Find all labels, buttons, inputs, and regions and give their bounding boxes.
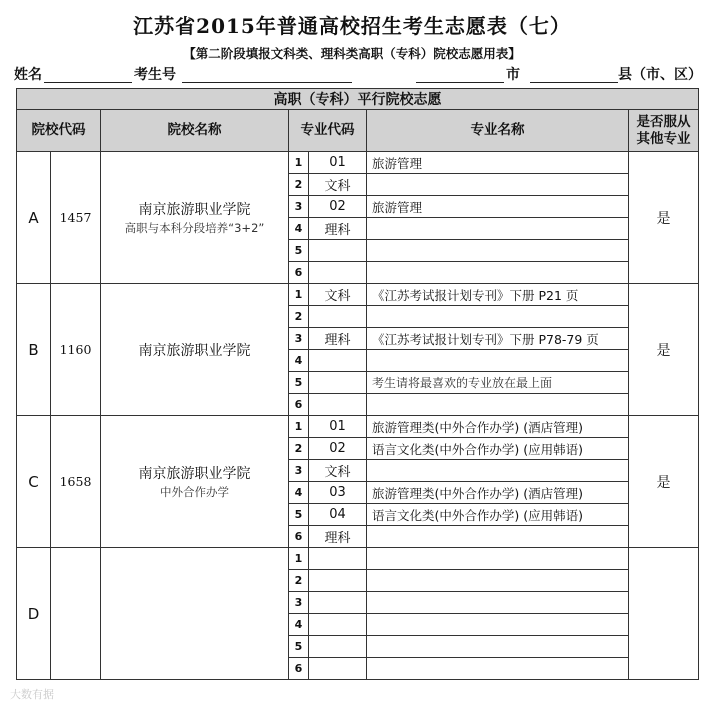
major-name-cell[interactable]: 旅游管理	[367, 196, 629, 218]
row-number: 2	[289, 174, 309, 196]
major-code-cell[interactable]	[309, 372, 367, 394]
row-number: 1	[289, 152, 309, 174]
major-name-cell[interactable]	[367, 174, 629, 196]
obey-cell[interactable]: 是	[629, 416, 699, 548]
row-number: 3	[289, 328, 309, 350]
header-obey-line1: 是否服从	[636, 113, 691, 130]
school-code-cell[interactable]: 1658	[51, 416, 101, 548]
major-code-cell[interactable]	[309, 548, 367, 570]
row-number: 4	[289, 614, 309, 636]
major-name-cell[interactable]: 考生请将最喜欢的专业放在最上面	[367, 372, 629, 394]
major-code-cell[interactable]	[309, 636, 367, 658]
row-number: 4	[289, 482, 309, 504]
header-obey	[629, 110, 699, 152]
school-code-cell[interactable]: 1457	[51, 152, 101, 284]
row-number: 5	[289, 240, 309, 262]
school-code-cell[interactable]	[51, 548, 101, 680]
major-name-cell[interactable]	[367, 548, 629, 570]
row-number: 2	[289, 306, 309, 328]
row-number: 5	[289, 504, 309, 526]
group-letter: A	[17, 152, 51, 284]
major-name-cell[interactable]	[367, 526, 629, 548]
major-code-cell[interactable]: 文科	[309, 460, 367, 482]
exam-number-field[interactable]	[182, 82, 352, 83]
row-number: 3	[289, 196, 309, 218]
major-name-cell[interactable]	[367, 350, 629, 372]
volunteer-rows	[17, 152, 699, 680]
major-code-cell[interactable]	[309, 350, 367, 372]
major-name-cell[interactable]	[367, 240, 629, 262]
major-code-cell[interactable]: 03	[309, 482, 367, 504]
row-number: 1	[289, 548, 309, 570]
major-name-cell[interactable]	[367, 570, 629, 592]
major-name-cell[interactable]: 旅游管理类(中外合作办学) (酒店管理)	[367, 482, 629, 504]
major-code-cell[interactable]: 理科	[309, 328, 367, 350]
header-obey-line2: 其他专业	[636, 130, 691, 147]
major-name-cell[interactable]	[367, 592, 629, 614]
major-code-cell[interactable]	[309, 614, 367, 636]
group-letter: D	[17, 548, 51, 680]
volunteer-table	[16, 88, 699, 680]
header-major-code: 专业代码	[289, 110, 367, 152]
major-name-cell[interactable]	[367, 460, 629, 482]
major-code-cell[interactable]: 02	[309, 196, 367, 218]
section-title: 高职（专科）平行院校志愿	[17, 89, 699, 110]
row-number: 1	[289, 284, 309, 306]
school-name: 南京旅游职业学院	[138, 466, 251, 482]
exam-number-label: 考生号	[134, 67, 176, 83]
school-name-cell[interactable]	[101, 416, 289, 548]
major-name-cell[interactable]	[367, 636, 629, 658]
major-name-cell[interactable]: 《江苏考试报计划专刊》下册 P21 页	[367, 284, 629, 306]
watermark: 大数有据	[10, 688, 54, 701]
group-letter: C	[17, 416, 51, 548]
major-name-cell[interactable]: 旅游管理类(中外合作办学) (酒店管理)	[367, 416, 629, 438]
row-number: 5	[289, 372, 309, 394]
form-subtitle: 【第二阶段填报文科类、理科类高职（专科）院校志愿用表】	[183, 46, 521, 61]
candidate-info-line	[14, 64, 704, 84]
major-code-cell[interactable]: 02	[309, 438, 367, 460]
name-label: 姓名	[14, 67, 42, 83]
major-name-cell[interactable]: 《江苏考试报计划专刊》下册 P78-79 页	[367, 328, 629, 350]
row-number: 3	[289, 592, 309, 614]
school-name-cell[interactable]	[101, 284, 289, 416]
major-name-cell[interactable]	[367, 306, 629, 328]
school-name-cell[interactable]	[101, 152, 289, 284]
major-name-cell[interactable]	[367, 658, 629, 680]
table-row	[17, 152, 699, 174]
row-number: 4	[289, 218, 309, 240]
major-name-cell[interactable]	[367, 218, 629, 240]
major-code-cell[interactable]	[309, 658, 367, 680]
header-major-name: 专业名称	[367, 110, 629, 152]
major-name-cell[interactable]	[367, 614, 629, 636]
major-name-cell[interactable]	[367, 262, 629, 284]
row-number: 2	[289, 570, 309, 592]
row-number: 4	[289, 350, 309, 372]
major-name-cell[interactable]: 语言文化类(中外合作办学) (应用韩语)	[367, 438, 629, 460]
table-row	[17, 416, 699, 438]
major-name-cell[interactable]	[367, 394, 629, 416]
row-number: 1	[289, 416, 309, 438]
major-name-cell[interactable]: 语言文化类(中外合作办学) (应用韩语)	[367, 504, 629, 526]
major-code-cell[interactable]: 理科	[309, 526, 367, 548]
major-code-cell[interactable]	[309, 570, 367, 592]
school-name-cell[interactable]	[101, 548, 289, 680]
row-number: 6	[289, 262, 309, 284]
obey-cell[interactable]: 是	[629, 152, 699, 284]
school-name: 南京旅游职业学院	[138, 342, 251, 359]
major-code-cell[interactable]	[309, 592, 367, 614]
name-field[interactable]	[44, 82, 132, 83]
header-school-name: 院校名称	[101, 110, 289, 152]
table-row	[17, 284, 699, 306]
row-number: 6	[289, 394, 309, 416]
major-code-cell[interactable]	[309, 240, 367, 262]
county-label: 县（市、区）	[618, 67, 702, 83]
row-number: 6	[289, 658, 309, 680]
form-title: 江苏省2015年普通高校招生考生志愿表（七）	[133, 14, 571, 38]
school-note: 高职与本科分段培养“3+2”	[124, 221, 265, 235]
county-field[interactable]	[530, 82, 618, 83]
obey-cell[interactable]: 是	[629, 284, 699, 416]
major-code-cell[interactable]: 文科	[309, 284, 367, 306]
major-code-cell[interactable]: 理科	[309, 218, 367, 240]
row-number: 3	[289, 460, 309, 482]
city-field[interactable]	[416, 82, 504, 83]
school-name: 南京旅游职业学院	[138, 202, 251, 218]
table-row	[17, 548, 699, 570]
major-code-cell[interactable]: 文科	[309, 174, 367, 196]
group-letter: B	[17, 284, 51, 416]
major-name-cell[interactable]: 旅游管理	[367, 152, 629, 174]
row-number: 2	[289, 438, 309, 460]
major-code-cell[interactable]	[309, 394, 367, 416]
major-code-cell[interactable]	[309, 262, 367, 284]
row-number: 5	[289, 636, 309, 658]
row-number: 6	[289, 526, 309, 548]
major-code-cell[interactable]: 01	[309, 152, 367, 174]
major-code-cell[interactable]: 01	[309, 416, 367, 438]
major-code-cell[interactable]	[309, 306, 367, 328]
school-code-cell[interactable]: 1160	[51, 284, 101, 416]
city-label: 市	[506, 67, 520, 83]
school-note: 中外合作办学	[160, 485, 229, 499]
major-code-cell[interactable]: 04	[309, 504, 367, 526]
header-school-code: 院校代码	[17, 110, 101, 152]
obey-cell[interactable]	[629, 548, 699, 680]
